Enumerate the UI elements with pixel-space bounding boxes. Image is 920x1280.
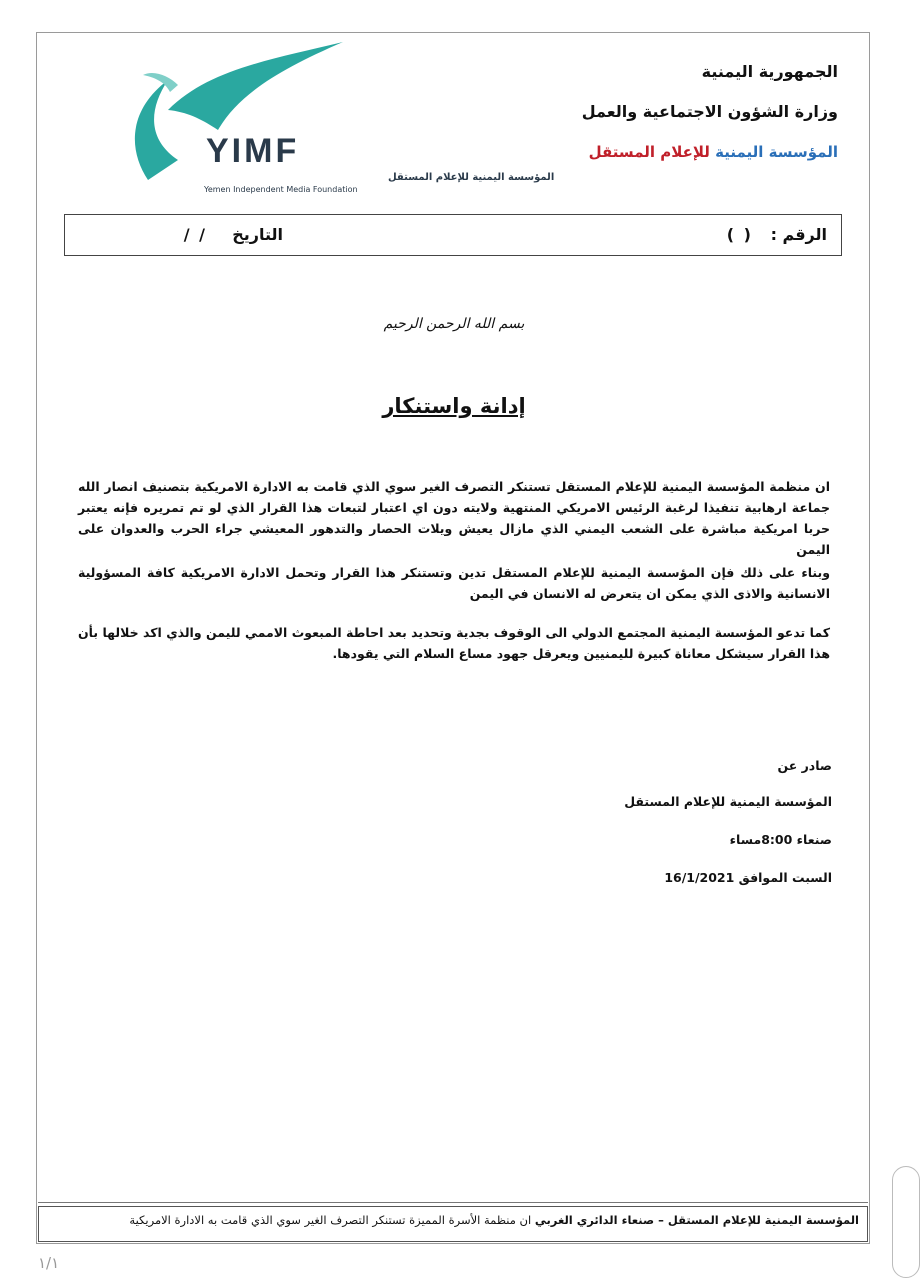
- signature-issued-by: صادر عن: [777, 758, 832, 773]
- page-number: ١/١: [38, 1254, 60, 1272]
- basmala: بسم الله الرحمن الرحيم: [383, 316, 525, 332]
- reference-date-value: / /: [183, 225, 207, 244]
- body-paragraph: وبناء على ذلك فإن المؤسسة اليمنية للإعلام المستقل تدين وتستنكر هذا القرار وتحمل الادارة الامريكية كافة المسؤولية الانسانية والاذى الذي يمكن ان يتعرض له الانسان في اليمن: [78, 565, 830, 601]
- document-title: إدانة واستنكار: [382, 394, 526, 418]
- body-paragraph: ان منظمة المؤسسة اليمنية للإعلام المستقل تستنكر التصرف الغير سوي الذي قامت به الادارة الامريكية بتصنيف انصار الله جماعة ارهابية تنفيذا لرغبة الرئيس الامريكي المنتهية ولايته دون اي اعتبار لتبعات هذا القرار الذي لو تم تمريره فإنه يعتبر حربا امريكية مباشرة على الشعب اليمني الذي مازال يعيش ويلات الحصار والتدهور المعيشي جراء الحرب والعدوان على اليمن: [78, 479, 830, 557]
- logo-english-name: Yemen Independent Media Foundation: [204, 185, 358, 194]
- footer: [38, 1206, 868, 1242]
- reference-number-label: الرقم :: [770, 225, 827, 244]
- footer-text: ان منظمة الأسرة المميزة تستنكر التصرف الغير سوي الذي قامت به الادارة الامريكية: [129, 1213, 535, 1227]
- header-org-part2: للإعلام المستقل: [588, 143, 716, 161]
- header-organization: [589, 143, 838, 161]
- signature-place-time: صنعاء 8:00مساء: [729, 832, 832, 847]
- scroll-handle[interactable]: [892, 1166, 920, 1278]
- signature-org: المؤسسة اليمنية للإعلام المستقل: [624, 794, 832, 809]
- footer-divider: [38, 1202, 868, 1203]
- header-org-part1: المؤسسة اليمنية: [715, 143, 838, 161]
- header-ministry: وزارة الشؤون الاجتماعية والعمل: [581, 102, 838, 121]
- footer-address: المؤسسة اليمنية للإعلام المستقل – صنعاء الدائري الغربي: [534, 1213, 859, 1227]
- body-paragraph: كما تدعو المؤسسة اليمنية المجتمع الدولي الى الوقوف بجدية وتحديد بعد احاطة المبعوث الاممي لليمن والذي اكد خلالها بأن هذا القرار سيشكل معاناة كبيرة لليمنيين ويعرقل جهود مساع السلام التي يقودها.: [78, 625, 830, 661]
- yimf-logo: [108, 40, 555, 200]
- signature-date: السبت الموافق 16/1/2021: [664, 870, 832, 885]
- reference-date-label: التاريخ: [232, 225, 283, 244]
- logo-acronym: YIMF: [206, 132, 300, 170]
- header-country: الجمهورية اليمنية: [701, 62, 838, 81]
- reference-number-value: ( ): [726, 225, 753, 244]
- logo-arabic-name: المؤسسة اليمنية للإعلام المستقل: [388, 172, 555, 183]
- reference-box: [64, 214, 842, 256]
